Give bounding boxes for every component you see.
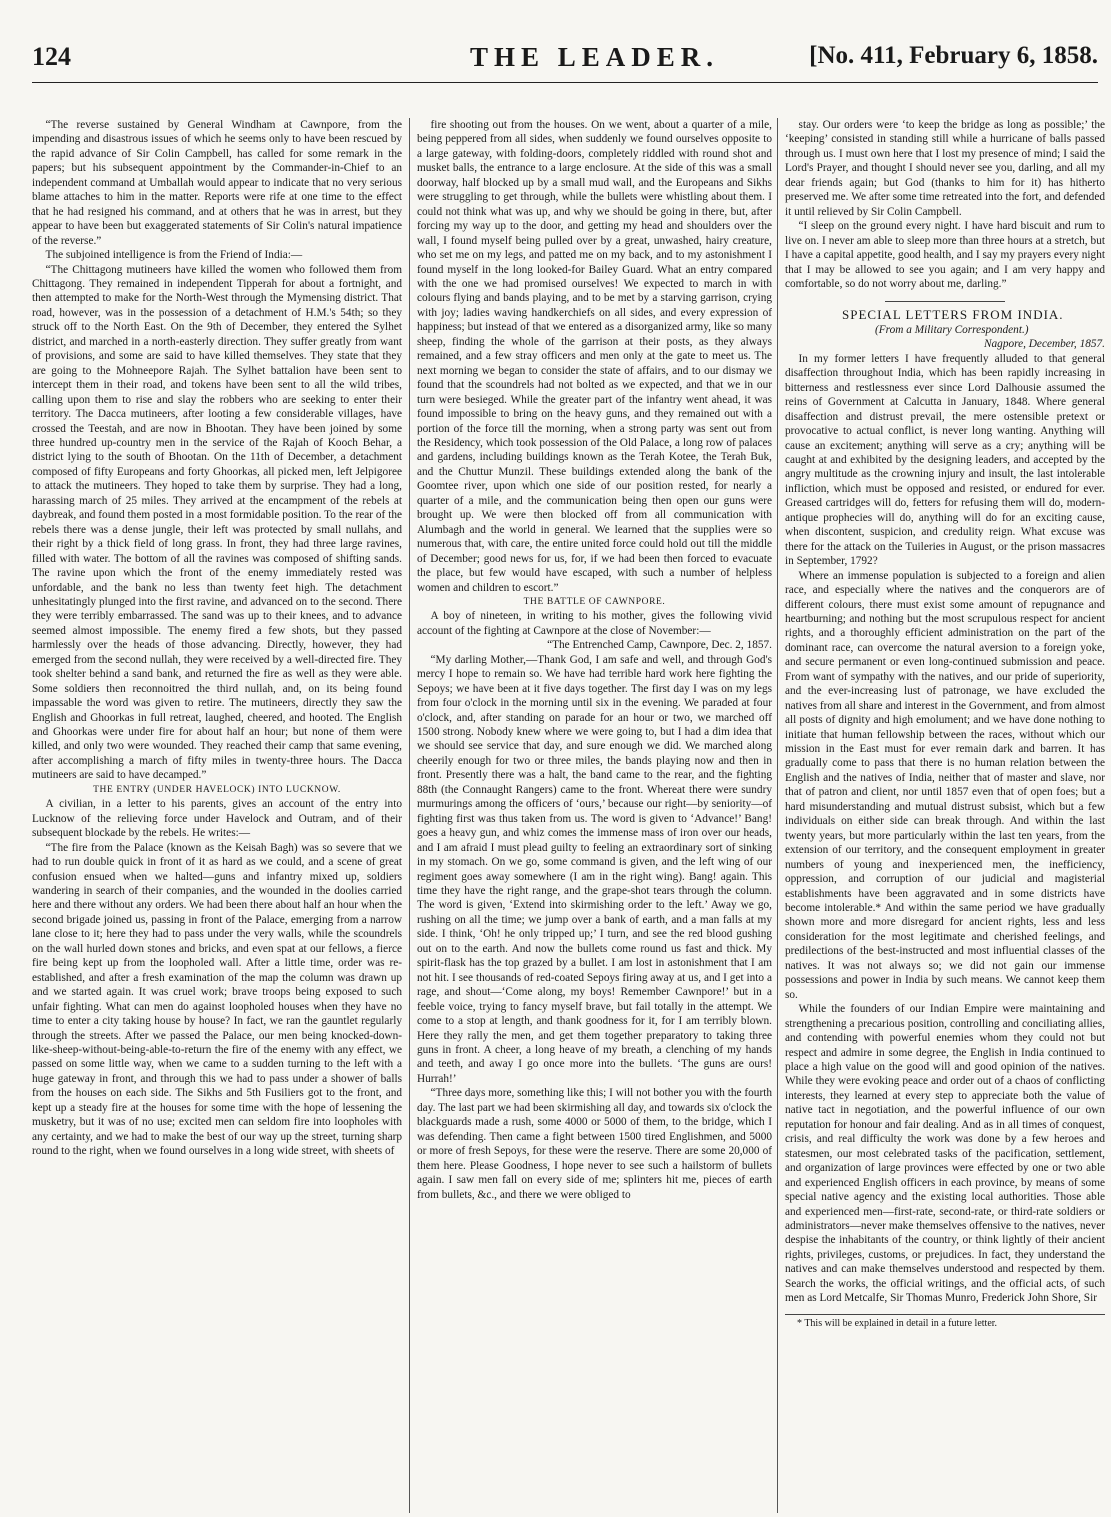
issue-info: [No. 411, February 6, 1858. (809, 42, 1098, 69)
column-3 (777, 118, 1105, 1513)
section-heading: SPECIAL LETTERS FROM INDIA. (842, 307, 1064, 323)
masthead (32, 40, 1098, 83)
paragraph: Where an immense population is subjected to a foreign and alien race, and especially where the natives and the conquerors are of different colours, there must exist some amount of repugnance and heartburning; and nothing but the most scrupulous respect for ancient rights, and a thoroughly efficient administration on the part of the dominant race, can overcome the natural aversion to a foreign yoke, and secure permanent or even long-continued submission and peace. From want of sympathy with the natives, and our pride of superiority, and the ever-increasing lust of patronage, we have excluded the natives from all share and interest in the Government, and from almost all posts of dignity and high emolument; and we have done nothing to initiate that human fellowship between the races, without which our mission in the East must for ever remain dark and barren. It has gradually come to pass that there is no human relation between the English and the natives of India, neither that of master and slave, nor that of patron and client, nor until 1857 even that of open foes; but a hard misunderstanding and mutual distrust subsist, which but a few individuals on either side can break through. And within the last twenty years, but more particularly within the last ten years, from the extension of our territory, and the consequent employment in greater numbers of young and inexperienced men, the inefficiency, oppression, and corruption of our judicial and magisterial establishments have been aggravated and in some districts have become intolerable.* And within the same period we have gradually shown more and more disregard for ancient rights, less and less consideration for the most legitimate and cherished feelings, and predilections of the best-instructed and most influential classes of the natives. It was not always so; we did not gain our immense possessions and power in India by such means. We cannot keep them so. (785, 569, 1105, 1001)
paragraph: “The reverse sustained by General Windham at Cawnpore, from the impending and disastrous issues of which he seems only to have been rescued by the rapid advance of Sir Colin Campbell, has called for some remark in the papers; but his subsequent appointment by the Commander-in-Chief to an independent command at Umballah would appear to indicate that no very serious blame attaches to him in the matter. Reports were rife at one time to the effect that he had resigned his command, and at others that he was in arrest, but they appear to have been but exaggerated statements of Sir Colin's natural impatience of the reverse.” (32, 119, 402, 247)
paragraph: A boy of nineteen, in writing to his mother, gives the following vivid account of the fighting at Cawnpore at the close of November:— (417, 610, 772, 637)
paragraph: fire shooting out from the houses. On we went, about a quarter of a mile, being peppered from all sides, when suddenly we found ourselves opposite to a large gateway, with folding-doors, completely riddled with round shot and musket balls, the entrance to a large enclosure. At the side of this was a small doorway, half blocked up by a small mud wall, and the Europeans and Sikhs were struggling to get through, while the bullets were whistling about them. I could not think what was up, and why we should be going in there, but, after forcing my way up to the door, and getting my head and shoulders over the wall, I found myself being pulled over by a great, unwashed, hairy creature, who set me on my legs, and patted me on my back, and to my astonishment I found myself in the long looked-for Bailey Guard. What an entry compared with the one we had promised ourselves! We expected to march in with colours flying and bands playing, and to be met by a starving garrison, crying with joy; ladies waving handkerchiefs on all sides, and every expression of happiness; but instead of that we entered as a disorganized army, like so many sheep, finding the whole of the garrison at their posts, as they always remained, and a few stray officers and men only at the gate to meet us. The next morning we began to consider the state of affairs, and to our dismay we found that the scoundrels had not bolted as we expected, and that we in our turn were besieged. While the greater part of the infantry went ahead, it was found impossible to bring on the heavy guns, and they remained out with a portion of the force till the morning, when a strong party was sent out from the Residency, which took possession of the Old Palace, a long row of palaces and gardens, including buildings known as the Terah Kotee, the Terah Buk, and the Chuttur Munzil. These buildings extended along the bank of the Goomtee river, upon which one side of our position rested, for nearly a quarter of a mile, and the communication being then open our guns were brought up. We were then blocked off from all communication with Alumbagh and the world in general. We learned that the supplies were so numerous that, with care, the entire united force could hold out till the middle of December; good news for us, for, if we had been then forced to evacuate the place, but few would have escaped, with such a number of helpless women and children to escort.” (417, 119, 772, 594)
section-subheading: (From a Military Correspondent.) (875, 323, 1029, 336)
footnote: * This will be explained in detail in a future letter. (797, 1317, 998, 1329)
paragraph: A civilian, in a letter to his parents, gives an account of the entry into Lucknow of the relieving force under Havelock and Outram, and of their subsequent blockade by the rebels. He writes:— (32, 798, 402, 840)
dateline: Nagpore, December, 1857. (984, 338, 1105, 351)
paragraph: In my former letters I have frequently alluded to that general disaffection throughout India, which has been rapidly increasing in bitterness and restlessness ever since Lord Dalhousie assumed the reins of Government at Calcutta in January, 1848. Where general disaffection and distrust prevail, the mere ostensible pretext or provocative to actual conflict, is never long wanting. Anything will cause an excitement; anything will serve as a cry; anything will be caught at and exhibited by the designing leaders, and accepted by the angry multitude as the crowning injury and insult, the last intolerable infliction, which must be opposed and resisted, or endured for ever. Greased cartridges will do, fetters for refusing them will do, modern-antique prophecies will do, anything will do for an exciting cause, when discontent, suspicion, and credulity reign. What excuse was there for the attack on the Tuileries in August, or the prison massacres in September, 1792? (785, 352, 1105, 568)
paragraph: While the founders of our Indian Empire were maintaining and strengthening a precarious position, controlling and conciliating allies, and contending with powerful enemies whom they could not but respect and admire in some degree, the English in India continued to place a high value on the good will and good opinion of the natives. While they were evoking peace and order out of a chaos of conflicting interests, they learned at every step to appreciate both the value of native tact in negotiation, and the powerful influence of our own reputation for honour and fair dealing. And as in all times of conquest, crisis, and real difficulty the work was done by a few heroes and statesmen, our most celebrated tasks of the pacification, settlement, and organization of large provinces were effected by one or two able and experienced English officers in each province, by means of some special native agency and the existing local authorities. Those able and experienced men—first-rate, second-rate, or third-rate soldiers or administrators—never make themselves offensive to the natives, never despise the inhabitants of the country, or think lightly of their ancient rights, privileges, customs, or prejudices. In fact, they understand the natives and can make themselves understood and respected by them. Search the works, the official writings, and the official acts, of such men as Lord Metcalfe, Sir Thomas Munro, Frederick John Shore, Sir (785, 1003, 1105, 1305)
paragraph: “My darling Mother,—Thank God, I am safe and well, and through God's mercy I hope to remain so. We have had terrible hard work here fighting the Sepoys; we have been at it five days together. The first day I was on my legs from four o'clock in the morning until six in the evening. We paraded at four o'clock, and, after standing on parade for an hour or two, we marched off 1500 strong. Nobody knew where we were going to, but I had a dim idea that we should see service that day, and sure enough we did. We marched along cheerily enough for two or three miles, the bands playing now and then in front. Presently there was a halt, the band came to the rear, and the fighting 88th (the Connaught Rangers) came to the front. Whereat there were sundry murmurings among the officers of ‘ours,’ because our right—by seniority—of fighting first was thus taken from us. The word is given to ‘Advance!’ Bang! goes a heavy gun, and whiz comes the immense mass of iron over our heads, and I am afraid I must plead guilty to feeling an extraordinary sort of sinking in my stomach. On we go, some command is given, and the left wing of our regiment goes away somewhere (I am in the right wing). Bang! again. This time they have the right range, and the grape-shot tears through the column. The word is given, ‘Extend into skirmishing order to the left.’ Away we go, rushing on all the time; we jump over a bank of earth, and a man falls at my side. I think, ‘Oh! he only tripped up;’ I turn, and see the red blood gushing out on to the earth. And now the bullets come round us fast and thick. My spirit-flask has the top grazed by a bullet. I am lost in astonishment that I am not hit. I see thousands of red-coated Sepoys firing away at us, and I get into a rage, and shout—‘Come along, my boys! Remember Cawnpore!’ but in a feeble voice, trying to fancy myself brave, but fail totally in the attempt. We come to a stop at length, and thank goodness for it, for I am terribly blown. Here they rally the men, and get them together preparatory to taking three guns in front. A cheer, a long heave of my breath, a clenching of my hands and teeth, and away I go once more into the bullets. ‘The guns are ours! Hurrah!’ (417, 653, 772, 1085)
column-2 (409, 118, 772, 1513)
paragraph: “Three days more, something like this; I will not bother you with the fourth day. The last part we had been skirmishing all day, and towards six o'clock the blackguards made a rush, some 4000 or 5000 of them, to the bridge, which I was defending. Then came a fight between 1500 tired Englishmen, and 5000 or more of fresh Sepoys, for these were the reserve. There are some 20,000 of them here. Please Goodness, I hope never to see such a hailstorm of bullets again. I saw men fall on every side of me; splinters hit me, pieces of earth from bullets, &c., and there we were obliged to (417, 1087, 772, 1201)
column-1 (32, 118, 402, 1513)
letter-dateline: “The Entrenched Camp, Cawnpore, Dec. 2, 1857. (547, 639, 772, 652)
section-heading: THE ENTRY (UNDER HAVELOCK) INTO LUCKNOW. (93, 784, 341, 795)
paragraph: “I sleep on the ground every night. I have hard biscuit and rum to live on. I never am able to sleep more than three hours at a stretch, but I have a capital appetite, good health, and I say my prayers every night that I may be allowed to see you again; and I am very happy and comfortable, so do not worry about me, darling.” (785, 220, 1105, 290)
section-heading: THE BATTLE OF CAWNPORE. (523, 596, 666, 607)
newspaper-title: THE LEADER. (470, 42, 720, 72)
paragraph: stay. Our orders were ‘to keep the bridge as long as possible;’ the ‘keeping’ consisted in standing still while a hurricane of balls passed through us. I must own here that I lost my presence of mind; I said the Lord's Prayer, and thought I should never see you, darling, and all my dear friends again; but God (thanks to him for it) has hitherto preserved me. We after some time retreated into the fort, and defended it until relieved by Sir Colin Campbell. (785, 119, 1105, 218)
paragraph: “The fire from the Palace (known as the Keisah Bagh) was so severe that we had to run double quick in front of it as hard as we could, and a scene of great confusion ensued when we halted—guns and infantry mixed up, soldiers wandering in search of their companies, and the wounded in the doolies carried here and there without any orders. We had been there about half an hour when the second brigade joined us, passing in front of the Palace, emerging from a narrow lane close to it; here they had to pass under the very walls, while the scoundrels on the wall hurled down stones and bricks, and even spat at our fellows, a fierce fire being kept up from the loopholed wall. After a little time, order was re-established, and after a fresh examination of the map the column was drawn up and we started again. It was cruel work; brave troops being exposed to such unfair fighting. What can men do against loopholed houses when they have no time to enter a city taking house by house? In fact, we ran the gauntlet regularly through the streets. After we passed the Palace, our men being knocked-down-like-sheep-without-being-able-to-return the fire of the enemy with any effect, we passed on some little way, when we came to a sudden turning to the left with a huge gateway in front, and through this we had to pass under a shower of balls from the houses on each side. The Sikhs and 5th Fusiliers got to the front, and kept up a steady fire at the houses for some time with the hope of lessening the musketry, but it was of no use; excited men can seldom fire into loopholes with any certainty, and we had to make the best of our way up the street, turning sharp round to the right, when we found ourselves in a long wide street, with sheets of (32, 841, 402, 1158)
paragraph: The subjoined intelligence is from the Friend of India:— (45, 249, 303, 262)
page-number: 124 (32, 42, 71, 71)
paragraph: “The Chittagong mutineers have killed the women who followed them from Chittagong. They remained in independent Tipperah for about a fortnight, and then attempted to make for the North-West through the Mymensing district. That road, however, was in the possession of a detachment of H.M.'s 54th; so they struck off to the North East. On the 9th of December, they entered the Sylhet district, and marched in a north-easterly direction. They suffer greatly from want of provisions, and some are said to have killed themselves. They state that they are going to the Mohneepore Rajah. The Sylhet battalion have been sent to intercept them in their road, and tokens have been sent to all the wild tribes, calling upon them to rise and slay the robbers who are seeking to enter their territory. The Dacca mutineers, after looting a few considerable villages, have crossed the Teestah, and are now in Bhootan. They have been joined by some three hundred up-country men in the service of the Rajah of Kooch Behar, a district lying to the south of Bhootan. On the 11th of December, a detachment composed of fifty Europeans and forty Ghoorkas, all picked men, left Jelpigoree to attack the mutineers. They hoped to take them by surprise. They had a long, harassing march of 25 miles. They arrived at the encampment of the rebels at daybreak, and found them posted in a most formidable position. To the rear of the rebels there was a dense jungle, their left was protected by small nullahs, and their right by a thick field of long grass. In front, they had three large ravines, filled with water. The bottom of all the ravines was composed of shifting sands. The ravine upon which the front of the enemy immediately rested was unfordable, and the bank no less than twenty feet high. The detachment unhesitatingly plunged into the first ravine, and advanced on to the second. There they were terribly embarrassed. The sand was up to their knees, and to advance seemed almost impossible. The enemy fired a few shots, but they passed harmlessly over the heads of those advancing. Directly, however, they had emerged from the second nullah, they were received by a well-directed fire. They took shelter behind a sand bank, and returned the fire as well as they were able. Some soldiers then reconnoitred the third nullah, and, on its being found impassable the word was given to retire. The mutineers, directly they saw the English and Ghoorkas in full retreat, laughed, cheered, and hooted. The English and Ghoorkas were under fire for about half an hour; but none of them were killed, and only two were wounded. They reached their camp that same evening, after accomplishing a march of fifty miles in twenty-three hours. The Dacca mutineers are said to have decamped.” (32, 263, 402, 782)
section-divider (885, 301, 1005, 302)
footnote-rule (785, 1314, 1105, 1315)
